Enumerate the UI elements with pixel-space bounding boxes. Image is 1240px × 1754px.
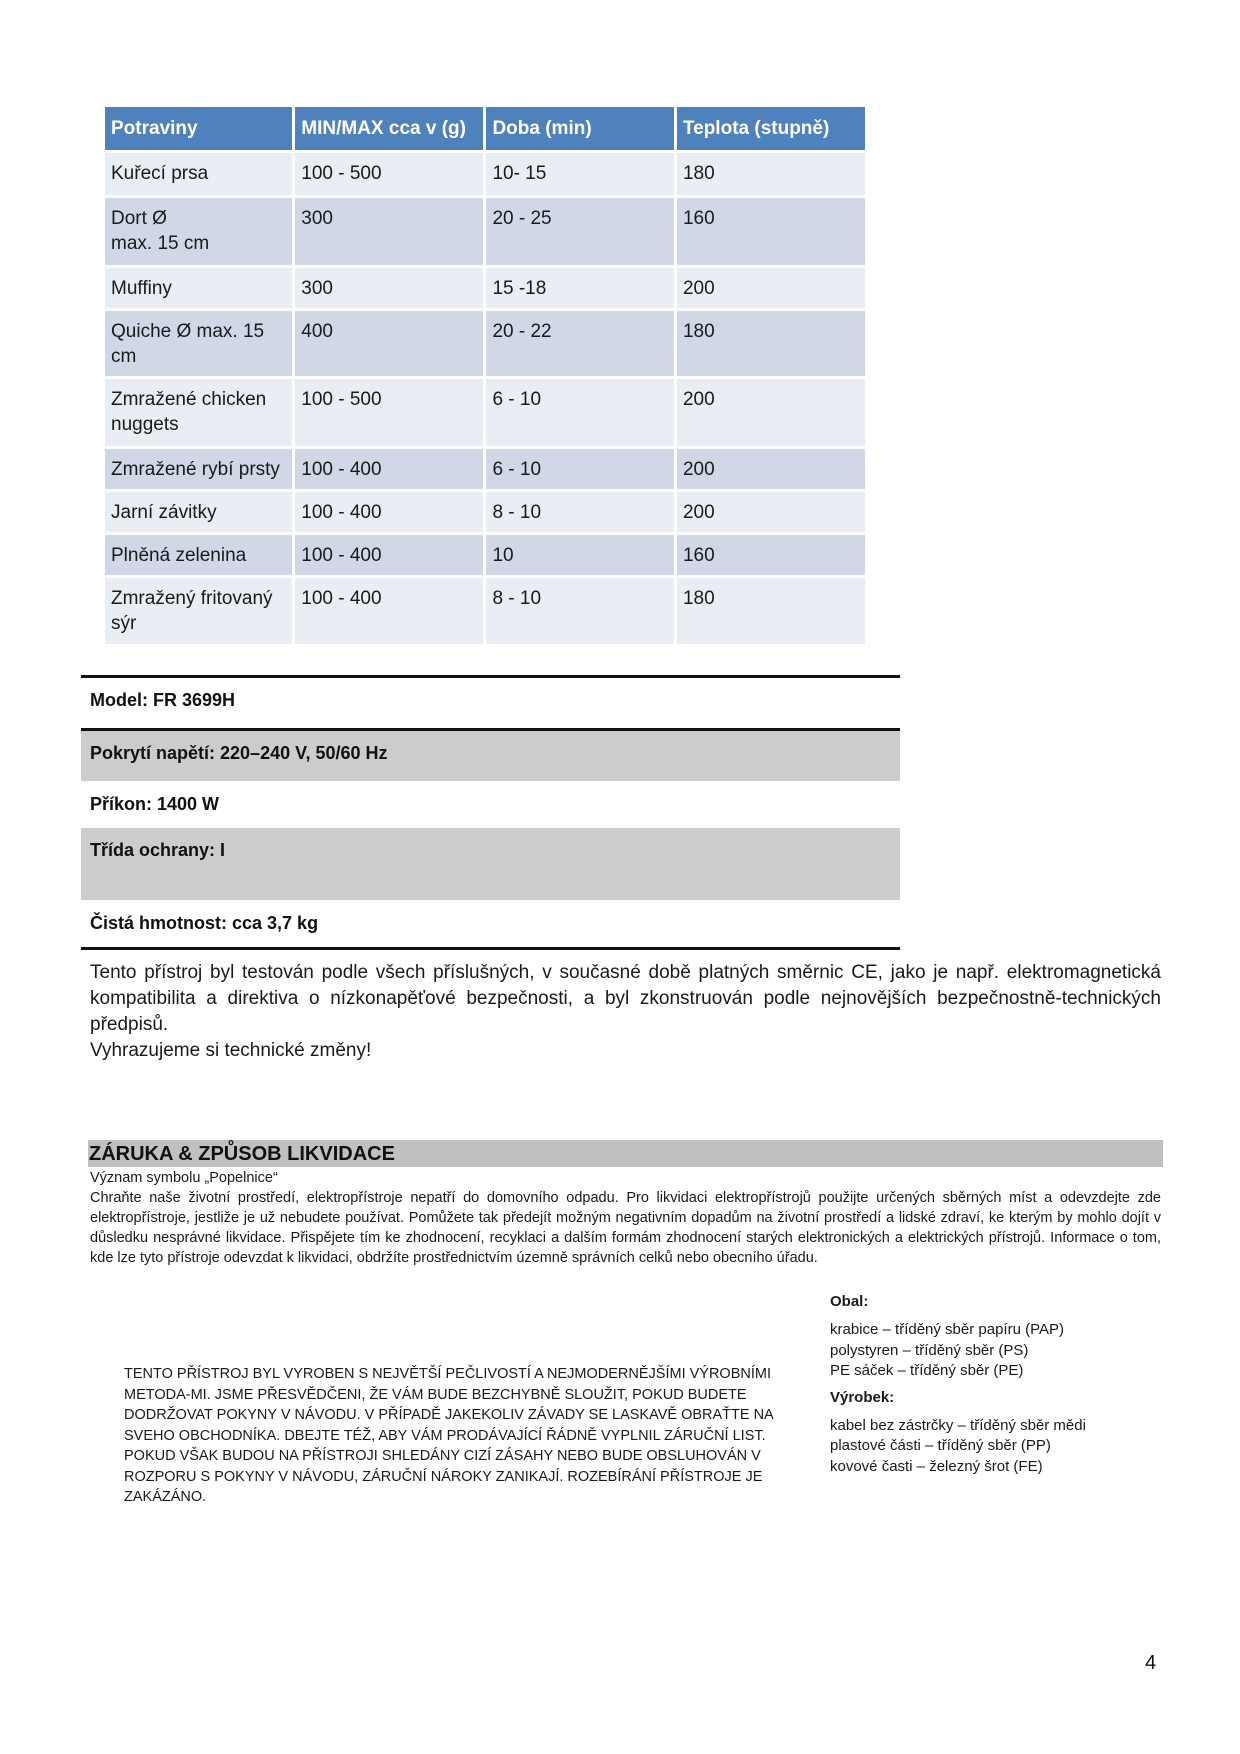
cell-time: 15 -18 <box>486 268 674 308</box>
spec-power <box>81 781 900 828</box>
spec-protection-class <box>81 828 900 900</box>
cell-amount: 300 <box>295 198 483 265</box>
disposal-paragraph: Chraňte naše životní prostředí, elektropřístroje nepatří do domovního odpadu. Pro likvidaci elektropřístrojů použijte určených sběrných míst a odevzdejte zde elektropřístroje, jestliže je už nebudete používat. Pomůžete tak předejít možným negativním dopadům na životní prostředí a lidské zdraví, ke kterým by mohlo dojít v důsledku nesprávné likvidace. Přispějete tím ke zhodnocení, recyklaci a dalším formám zhodnocení starých elektronických a elektrických přístrojů. Informace o tom, kde lze tyto přístroje odevzdat k likvidaci, obdržíte prostřednictvím územně správních celků nebo obecního úřadu. <box>90 1190 1161 1266</box>
cell-food <box>105 198 292 265</box>
table-header-row <box>105 107 865 150</box>
cell-amount: 100 - 400 <box>295 535 483 575</box>
table-row <box>105 578 865 644</box>
cooking-table <box>102 104 868 647</box>
cell-amount: 100 - 400 <box>295 578 483 644</box>
cell-temperature: 180 <box>677 153 865 195</box>
cell-temperature: 200 <box>677 268 865 308</box>
header-food: Potraviny <box>105 107 292 150</box>
bin-symbol-meaning: Význam symbolu „Popelnice“ <box>90 1170 278 1186</box>
cell-time: 10- 15 <box>486 153 674 195</box>
warranty-heading: ZÁRUKA & ZPŮSOB LIKVIDACE <box>89 1143 395 1165</box>
recycling-info <box>830 1292 1170 1477</box>
spec-protection-text: Třída ochrany: I <box>90 840 226 860</box>
table-row <box>105 492 865 532</box>
cell-food: Kuřecí prsa <box>105 153 292 195</box>
cell-temperature: 160 <box>677 198 865 265</box>
spec-voltage-text: Pokrytí napětí: 220–240 V, 50/60 Hz <box>90 743 388 763</box>
table-row <box>105 379 865 446</box>
packaging-item: krabice – tříděný sběr papíru (PAP) <box>830 1321 1064 1338</box>
cell-time: 20 - 25 <box>486 198 674 265</box>
spec-block <box>81 675 900 950</box>
cell-food: Zmražené rybí prsty <box>105 449 292 489</box>
table-row <box>105 153 865 195</box>
compliance-paragraph: Tento přístroj byl testován podle všech příslušných, v současné době platných směrnic CE, jako je např. elektromagnetická kompatibilita a direktiva o nízkonapěťové bezpečnosti, a byl zkonstruován podle nejnovějších bezpečnostně-technických předpisů. <box>90 962 1161 1035</box>
food-line-2: max. 15 cm <box>111 233 210 254</box>
cell-amount: 100 - 500 <box>295 379 483 446</box>
table-row <box>105 449 865 489</box>
technical-changes-note: Vyhrazujeme si technické změny! <box>90 1040 372 1061</box>
cell-time: 8 - 10 <box>486 578 674 644</box>
packaging-heading: Obal: <box>830 1293 869 1310</box>
product-heading: Výrobek: <box>830 1388 895 1406</box>
cell-time: 6 - 10 <box>486 379 674 446</box>
cell-food: Quiche Ø max. 15 cm <box>105 311 292 376</box>
cell-food: Zmražené chicken nuggets <box>105 379 292 446</box>
cell-amount: 100 - 400 <box>295 492 483 532</box>
manufacturer-notice-text: TENTO PŘÍSTROJ BYL VYROBEN S NEJVĚTŠÍ PEČLIVOSTÍ A NEJMODERNĚJŠÍMI VÝROBNÍMI METODA-MI. JSME PŘESVĚDČENI, ŽE VÁM BUDE BEZCHYBNĚ SLOUŽIT, POKUD BUDETE DODRŽOVAT POKYNY V NÁVODU. V PŘÍPADĚ JAKEKOLIV ZÁVADY SE LASKAVĚ OBRAŤTE NA SVEHO OBCHODNÍKA. DBEJTE TÉŽ, ABY VÁM PRODÁVAJÍCÍ ŘÁDNĚ VYPLNIL ZÁRUČNÍ LIST. POKUD VŠAK BUDOU NA PŘÍSTROJI SHLEDÁNY CIZÍ ZÁSAHY NEBO BUDE OBSLUHOVÁN V ROZPORU S POKYNY V NÁVODU, ZÁRUČNÍ NÁROKY ZANIKAJÍ. ROZEBÍRÁNÍ PŘÍSTROJE JE ZAKÁZÁNO. <box>124 1366 773 1505</box>
table-row <box>105 311 865 376</box>
food-line-1: Dort Ø <box>111 208 167 229</box>
cell-food: Plněná zelenina <box>105 535 292 575</box>
packaging-item: PE sáček – tříděný sběr (PE) <box>830 1362 1024 1379</box>
cell-temperature: 200 <box>677 379 865 446</box>
cell-temperature: 200 <box>677 492 865 532</box>
spec-bottom-rule <box>81 947 900 950</box>
header-temperature: Teplota (stupně) <box>677 107 865 150</box>
cell-time: 8 - 10 <box>486 492 674 532</box>
packaging-item: polystyren – tříděný sběr (PS) <box>830 1341 1029 1359</box>
cell-time: 20 - 22 <box>486 311 674 376</box>
cell-temperature: 180 <box>677 311 865 376</box>
compliance-note <box>90 960 1161 1064</box>
table-row <box>105 198 865 265</box>
cell-food: Jarní závitky <box>105 492 292 532</box>
cell-temperature: 160 <box>677 535 865 575</box>
cell-food: Zmražený fritovaný sýr <box>105 578 292 644</box>
cell-food: Muffiny <box>105 268 292 308</box>
product-item: kabel bez zástrčky – tříděný sběr mědi <box>830 1416 1086 1434</box>
cell-time: 6 - 10 <box>486 449 674 489</box>
cell-amount: 100 - 500 <box>295 153 483 195</box>
spec-weight-text: Čistá hmotnost: cca 3,7 kg <box>90 913 319 933</box>
spec-power-text: Příkon: 1400 W <box>90 794 220 814</box>
product-item: plastové části – tříděný sběr (PP) <box>830 1437 1051 1454</box>
warranty-body <box>90 1168 1161 1268</box>
cell-amount: 400 <box>295 311 483 376</box>
cell-amount: 300 <box>295 268 483 308</box>
cell-amount: 100 - 400 <box>295 449 483 489</box>
page-number: 4 <box>1145 1652 1157 1674</box>
product-item: kovové časti – železný šrot (FE) <box>830 1457 1043 1475</box>
cell-temperature: 200 <box>677 449 865 489</box>
header-amount: MIN/MAX cca v (g) <box>295 107 483 150</box>
spec-model <box>81 678 900 728</box>
table-row <box>105 535 865 575</box>
manufacturer-notice <box>124 1364 814 1508</box>
spec-voltage <box>81 731 900 781</box>
cell-temperature: 180 <box>677 578 865 644</box>
spec-model-text: Model: FR 3699H <box>90 690 236 710</box>
spec-net-weight <box>81 900 900 947</box>
header-time: Doba (min) <box>486 107 674 150</box>
cell-time: 10 <box>486 535 674 575</box>
table-row <box>105 268 865 308</box>
